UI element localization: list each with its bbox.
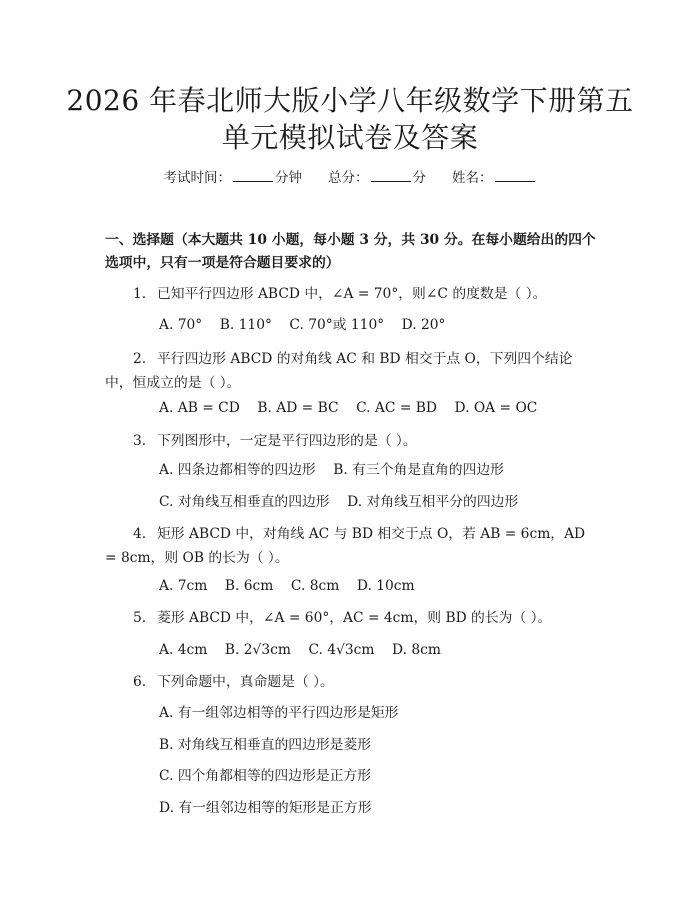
question-number: 1.: [133, 286, 147, 302]
question-3: [105, 429, 595, 453]
question-number: 5.: [133, 610, 147, 626]
question-6-option-c: C. 四个角都相等的四边形是正方形: [159, 768, 371, 784]
question-6-option-d: D. 有一组邻边相等的矩形是正方形: [159, 800, 372, 816]
question-1: [105, 282, 595, 306]
question-1-options: A. 70° B. 110° C. 70°或 110° D. 20°: [159, 317, 446, 333]
question-text: 矩形 ABCD 中，对角线 AC 与 BD 相交于点 O，若 AB = 6cm，AD = 8cm，则 OB 的长为（ ）。: [105, 526, 586, 566]
question-number: 4.: [133, 526, 147, 542]
question-text: 下列图形中，一定是平行四边形的是（ ）。: [157, 433, 417, 449]
exam-title-line1: 2026 年春北师大版小学八年级数学下册第五: [66, 84, 634, 117]
time-unit: 分钟: [275, 170, 302, 186]
question-2: [105, 347, 595, 395]
question-6-option-b: B. 对角线互相垂直的四边形是菱形: [159, 737, 372, 753]
exam-title-line2: 单元模拟试卷及答案: [221, 121, 479, 154]
time-label: 考试时间：: [163, 170, 231, 186]
question-3-option-row-2: C. 对角线互相垂直的四边形 D. 对角线互相平分的四边形: [159, 494, 519, 510]
exam-info-line: [0, 168, 700, 188]
question-6: [105, 670, 595, 694]
question-3-option-row-1: A. 四条边都相等的四边形 B. 有三个角是直角的四边形: [159, 462, 504, 478]
question-2-options: A. AB = CD B. AD = BC C. AC = BD D. OA = OC: [159, 400, 538, 416]
score-label: 总分：: [328, 170, 369, 186]
question-number: 6.: [133, 674, 147, 690]
question-text: 平行四边形 ABCD 的对角线 AC 和 BD 相交于点 O，下列四个结论中，恒成立的是（ ）。: [105, 351, 573, 391]
time-blank: [233, 168, 273, 182]
question-text: 已知平行四边形 ABCD 中，∠A = 70°，则∠C 的度数是（ ）。: [157, 286, 547, 302]
question-6-option-a: A. 有一组邻边相等的平行四边形是矩形: [159, 705, 399, 721]
question-text: 菱形 ABCD 中，∠A = 60°，AC = 4cm，则 BD 的长为（ ）。: [157, 610, 552, 626]
score-blank: [371, 168, 411, 182]
question-number: 3.: [133, 433, 147, 449]
section-heading: 一、选择题（本大题共 10 小题，每小题 3 分，共 30 分。在每小题给出的四个选项中，只有一项是符合题目要求的）: [105, 232, 596, 271]
question-number: 2.: [133, 351, 147, 367]
question-5-options: A. 4cm B. 2√3cm C. 4√3cm D. 8cm: [159, 642, 441, 658]
question-5: [105, 606, 595, 630]
name-blank: [495, 168, 535, 182]
question-text: 下列命题中，真命题是（ ）。: [157, 674, 334, 690]
score-unit: 分: [412, 170, 426, 186]
question-4: [105, 522, 595, 570]
name-label: 姓名：: [452, 170, 493, 186]
question-4-options: A. 7cm B. 6cm C. 8cm D. 10cm: [159, 578, 415, 594]
